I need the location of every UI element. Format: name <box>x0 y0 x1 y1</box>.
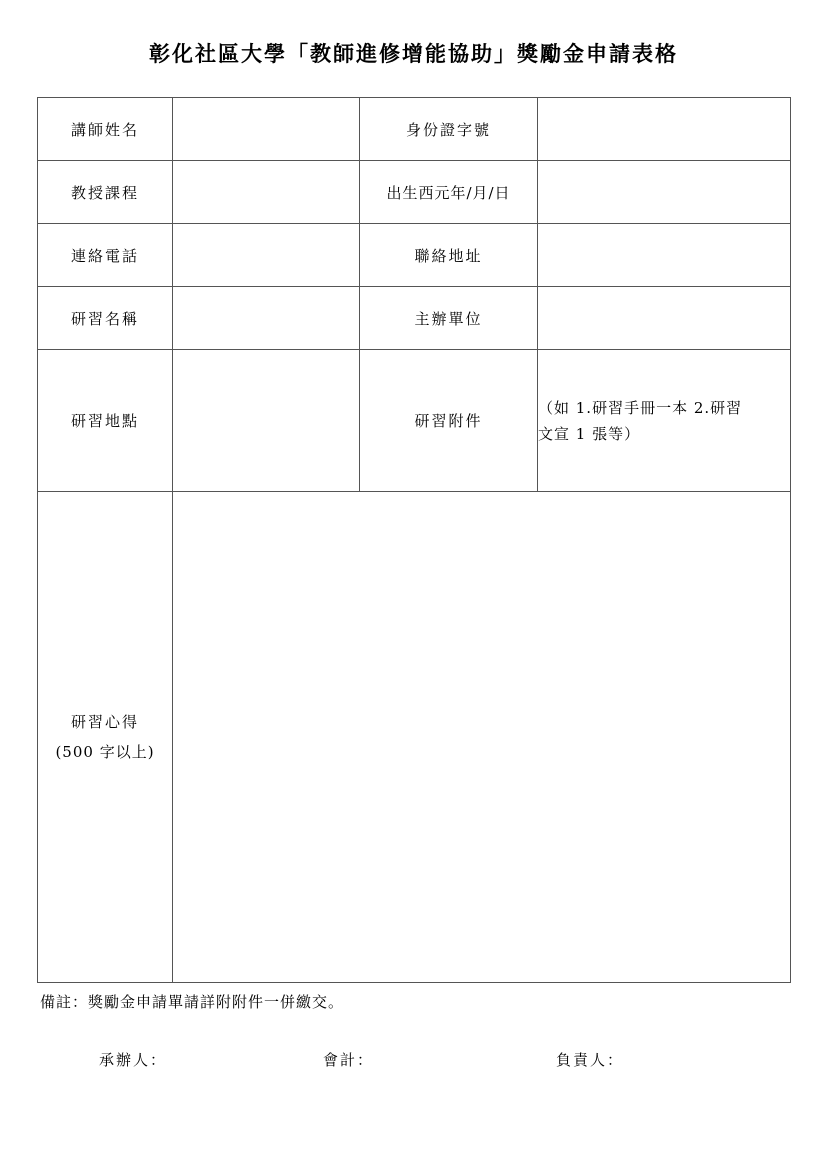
attachments-hint-line2: 文宣 1 張等） <box>538 424 641 443</box>
table-row <box>38 224 791 287</box>
workshop-name-field[interactable] <box>173 287 360 350</box>
course-field[interactable] <box>173 161 360 224</box>
application-form-table <box>37 97 791 983</box>
id-number-field[interactable] <box>538 98 791 161</box>
handler-signature-label: 承辦人： <box>99 1051 168 1069</box>
table-row <box>38 98 791 161</box>
phone-field[interactable] <box>173 224 360 287</box>
attachments-field[interactable] <box>538 350 791 492</box>
instructor-name-field[interactable] <box>173 98 360 161</box>
workshop-location-label: 研習地點 <box>38 350 173 492</box>
birth-date-field[interactable] <box>538 161 791 224</box>
birth-date-label: 出生西元年/月/日 <box>360 161 538 224</box>
reflection-label <box>38 492 173 983</box>
workshop-name-label: 研習名稱 <box>38 287 173 350</box>
attachments-label: 研習附件 <box>360 350 538 492</box>
accounting-signature-label: 會計： <box>323 1051 375 1069</box>
organizer-label: 主辦單位 <box>360 287 538 350</box>
organizer-field[interactable] <box>538 287 791 350</box>
reflection-field[interactable] <box>173 492 791 983</box>
attachments-hint-line1: （如 1.研習手冊一本 2.研習 <box>538 398 743 417</box>
phone-label: 連絡電話 <box>38 224 173 287</box>
workshop-location-field[interactable] <box>173 350 360 492</box>
id-number-label: 身份證字號 <box>360 98 538 161</box>
table-row <box>38 492 791 983</box>
table-row <box>38 161 791 224</box>
table-row <box>38 350 791 492</box>
table-row <box>38 287 791 350</box>
reflection-label-line1: 研習心得 <box>70 713 139 731</box>
supervisor-signature-label: 負責人： <box>556 1051 625 1069</box>
instructor-name-label: 講師姓名 <box>38 98 173 161</box>
course-label: 教授課程 <box>38 161 173 224</box>
remark-note: 備註：獎勵金申請單請詳附附件一併繳交。 <box>40 993 345 1011</box>
address-label: 聯絡地址 <box>360 224 538 287</box>
reflection-label-line2: (500 字以上) <box>55 743 155 761</box>
address-field[interactable] <box>538 224 791 287</box>
form-title: 彰化社區大學「教師進修增能協助」獎勵金申請表格 <box>149 41 678 66</box>
